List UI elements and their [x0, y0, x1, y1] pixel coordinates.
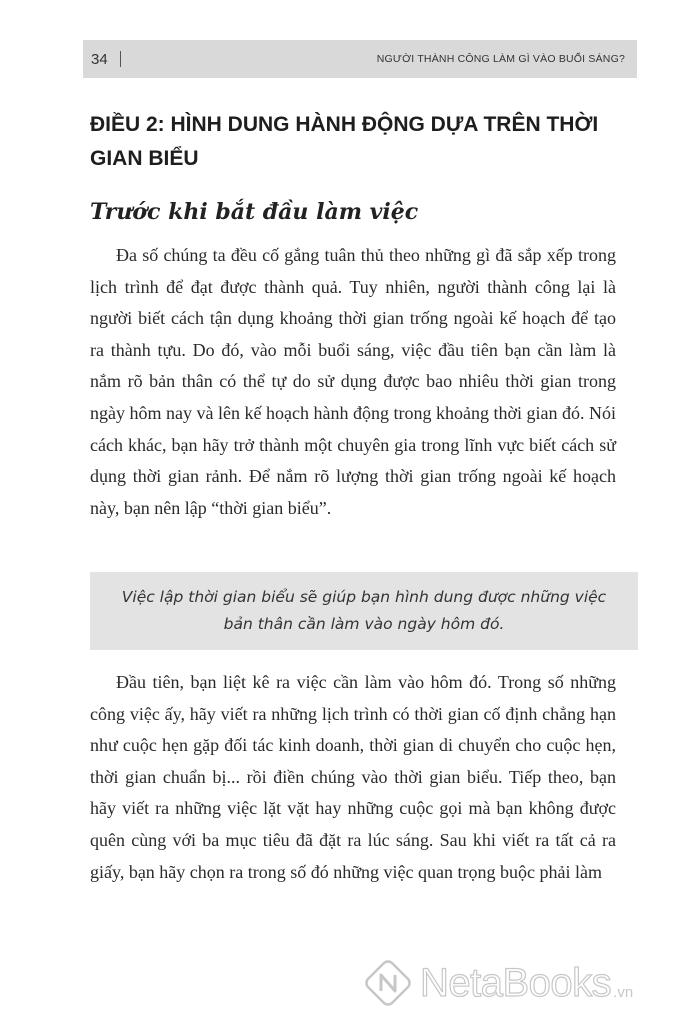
- page-number: 34: [91, 50, 108, 68]
- callout-text: Việc lập thời gian biểu sẽ giúp bạn hình dung được những việc bản thân cần làm vào ngày hôm đó.: [121, 588, 607, 633]
- watermark-suffix: .vn: [613, 983, 634, 1001]
- callout-box: [90, 572, 638, 650]
- watermark-text: NetaBooks: [420, 960, 612, 1005]
- running-title: NGƯỜI THÀNH CÔNG LÀM GÌ VÀO BUỔI SÁNG?: [376, 53, 625, 65]
- chapter-heading: ĐIỀU 2: HÌNH DUNG HÀNH ĐỘNG DỰA TRÊN THỜI GIAN BIỂU: [90, 113, 599, 170]
- body-paragraph-2: Đầu tiên, bạn liệt kê ra việc cần làm vào hôm đó. Trong số những công việc ấy, hãy viết ra những lịch trình có thời gian cố định chẳng hạn như cuộc hẹn gặp đối tác kinh doanh, thời gian di chuyển cho cuộc hẹn, thời gian chuẩn bị... rồi điền chúng vào thời gian biểu. Tiếp theo, bạn hãy viết ra những việc lặt vặt hay những cuộc gọi mà bạn không được quên cùng với ba mục tiêu đã đặt ra lúc sáng. Sau khi viết ra tất cả ra giấy, bạn hãy chọn ra trong số đó những việc quan trọng buộc phải làm: [90, 672, 616, 882]
- running-header: [83, 40, 637, 78]
- body-paragraph-1: Đa số chúng ta đều cố gắng tuân thủ theo những gì đã sắp xếp trong lịch trình để đạt được thành quả. Tuy nhiên, người thành công lại là người biết cách tận dụng khoảng thời gian trống ngoài kế hoạch để tạo ra thành tựu. Do đó, vào mỗi buổi sáng, việc đầu tiên bạn cần làm là nắm rõ bản thân có thể tự do sử dụng được bao nhiêu thời gian trong ngày hôm nay và lên kế hoạch hành động trong khoảng thời gian đó. Nói cách khác, bạn hãy trở thành một chuyên gia trong lĩnh vực biết cách sử dụng thời gian rảnh. Để nắm rõ lượng thời gian trống ngoài kế hoạch này, bạn nên lập “thời gian biểu”.: [90, 245, 616, 518]
- netabooks-logo-icon: [362, 957, 414, 1009]
- watermark: [362, 952, 633, 1014]
- section-heading: Trước khi bắt đầu làm việc: [90, 199, 419, 225]
- header-divider: [120, 51, 121, 67]
